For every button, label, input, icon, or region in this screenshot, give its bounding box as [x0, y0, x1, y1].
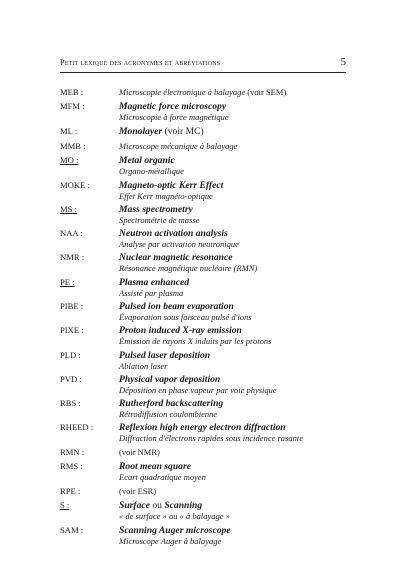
french-definition: Spectrométrie de masse: [119, 215, 200, 225]
entry-definitions: [119, 325, 271, 347]
entry-definitions: [119, 374, 277, 396]
entry-abbreviation: RPE :: [60, 486, 81, 496]
french-definition: Évaporation sous faisceau pulsé d'ions: [119, 312, 252, 322]
entry-definitions: [119, 301, 252, 323]
english-term: Metal organic: [119, 155, 175, 166]
english-term: Reflexion high energy electron diffraction: [119, 422, 286, 433]
french-definition: Effet Kerr magnéto-optique: [119, 191, 213, 201]
french-definition: « de surface » ou « à balayage »: [119, 511, 230, 521]
french-definition: Ecart quadratique moyen: [119, 472, 206, 482]
english-term: [119, 500, 230, 511]
entry-abbreviation: MMB :: [60, 141, 86, 151]
entry-definitions: [119, 350, 210, 372]
entry-definitions: [119, 155, 184, 177]
entry-definitions: [119, 398, 223, 420]
english-term-main: Monolayer: [119, 126, 163, 137]
english-term: Magneto-optic Kerr Effect: [119, 180, 224, 191]
entry-definitions: [119, 486, 156, 497]
running-title: Petit lexique des acronymes et abréviations: [60, 58, 221, 67]
entry-definitions: [119, 204, 199, 226]
french-definition-main: Microscopie électronique à balayage: [119, 87, 246, 97]
entry-abbreviation: PE :: [60, 277, 75, 287]
french-definition: Ablation laser: [119, 361, 168, 371]
entry-abbreviation: PVD :: [60, 374, 82, 384]
page-number: 5: [340, 56, 346, 68]
english-term-a: Surface: [119, 500, 150, 511]
entry-abbreviation: PIBE :: [60, 301, 84, 311]
entry-abbreviation: PIXE :: [60, 325, 84, 335]
french-definition: Microscope mécanique à balayage: [119, 141, 238, 151]
english-term: Neutron activation analysis: [119, 228, 228, 239]
english-term: Physical vapor deposition: [119, 374, 221, 385]
entry-definitions: [119, 228, 239, 250]
entry-definitions: [119, 447, 160, 458]
french-definition: Microscope Auger à balayage: [119, 536, 222, 546]
cross-reference: (voir MC): [162, 126, 204, 137]
entry-definitions: [119, 180, 223, 202]
entry-abbreviation: PLD :: [60, 350, 81, 360]
entry-abbreviation: NAA :: [60, 228, 83, 238]
english-term: Root mean square: [119, 461, 191, 472]
entry-definitions: [119, 252, 257, 274]
entry-abbreviation: MFM :: [60, 101, 85, 111]
entry-abbreviation: RBS :: [60, 398, 81, 408]
entry-abbreviation: MO :: [60, 155, 79, 165]
conjunction: ou: [149, 500, 165, 511]
entry-abbreviation: RHEED :: [60, 422, 94, 432]
french-definition: Diffraction d'électrons rapides sous incidence rasante: [119, 433, 303, 443]
english-term: Pulsed ion beam evaporation: [119, 301, 234, 312]
english-term: Plasma enhanced: [119, 277, 190, 288]
cross-reference: (voir NMR): [119, 447, 160, 457]
cross-reference: (voir SEM): [245, 87, 287, 97]
english-term-b: Scanning: [164, 500, 203, 511]
entry-abbreviation: NMR :: [60, 252, 85, 262]
entry-abbreviation: MEB :: [60, 87, 84, 97]
english-term: Rutherford backscattering: [119, 398, 224, 409]
entry-definitions: [119, 141, 237, 152]
french-definition: Organo-métallique: [119, 166, 184, 176]
french-definition: Déposition en phase vapeur par voie physique: [119, 385, 277, 395]
entry-abbreviation: RMN :: [60, 447, 85, 457]
english-term: Magnetic force microscopy: [119, 101, 227, 112]
english-term: Mass spectrometry: [119, 204, 193, 215]
entry-abbreviation: S :: [60, 500, 70, 510]
english-term: Nuclear magnetic resonance: [119, 252, 233, 263]
entry-definitions: [119, 525, 231, 547]
french-definition: Assisté par plasma: [119, 288, 184, 298]
entry-definitions: [119, 87, 286, 98]
french-definition: Microscopie à force magnétique: [119, 112, 229, 122]
entry-definitions: [119, 277, 189, 299]
entry-definitions: [119, 422, 303, 444]
page-header: [60, 58, 346, 72]
entry-definitions: [119, 461, 206, 483]
entry-abbreviation: MOKE :: [60, 180, 90, 190]
entry-abbreviation: ML :: [60, 126, 78, 136]
french-definition: [119, 87, 286, 98]
header-rule: [60, 72, 346, 73]
cross-reference: (voir ESR): [119, 486, 157, 496]
english-term: Pulsed laser deposition: [119, 350, 211, 361]
english-term: Scanning Auger microscope: [119, 525, 231, 536]
entry-abbreviation: RMS :: [60, 461, 83, 471]
french-definition: Émission de rayons X induits par les protons: [119, 336, 272, 346]
entry-abbreviation: SAM :: [60, 525, 84, 535]
entry-abbreviation: MS :: [60, 204, 77, 214]
french-definition: Rétrodiffusion coulombienne: [119, 409, 218, 419]
entry-definitions: [119, 500, 230, 522]
french-definition: Résonance magnétique nucléaire (RMN): [119, 263, 258, 273]
entry-definitions: [119, 126, 204, 137]
french-definition: Analyse par activation neutronique: [119, 239, 239, 249]
english-term: Proton induced X-ray emission: [119, 325, 242, 336]
english-term: [119, 126, 204, 137]
entry-definitions: [119, 101, 229, 123]
